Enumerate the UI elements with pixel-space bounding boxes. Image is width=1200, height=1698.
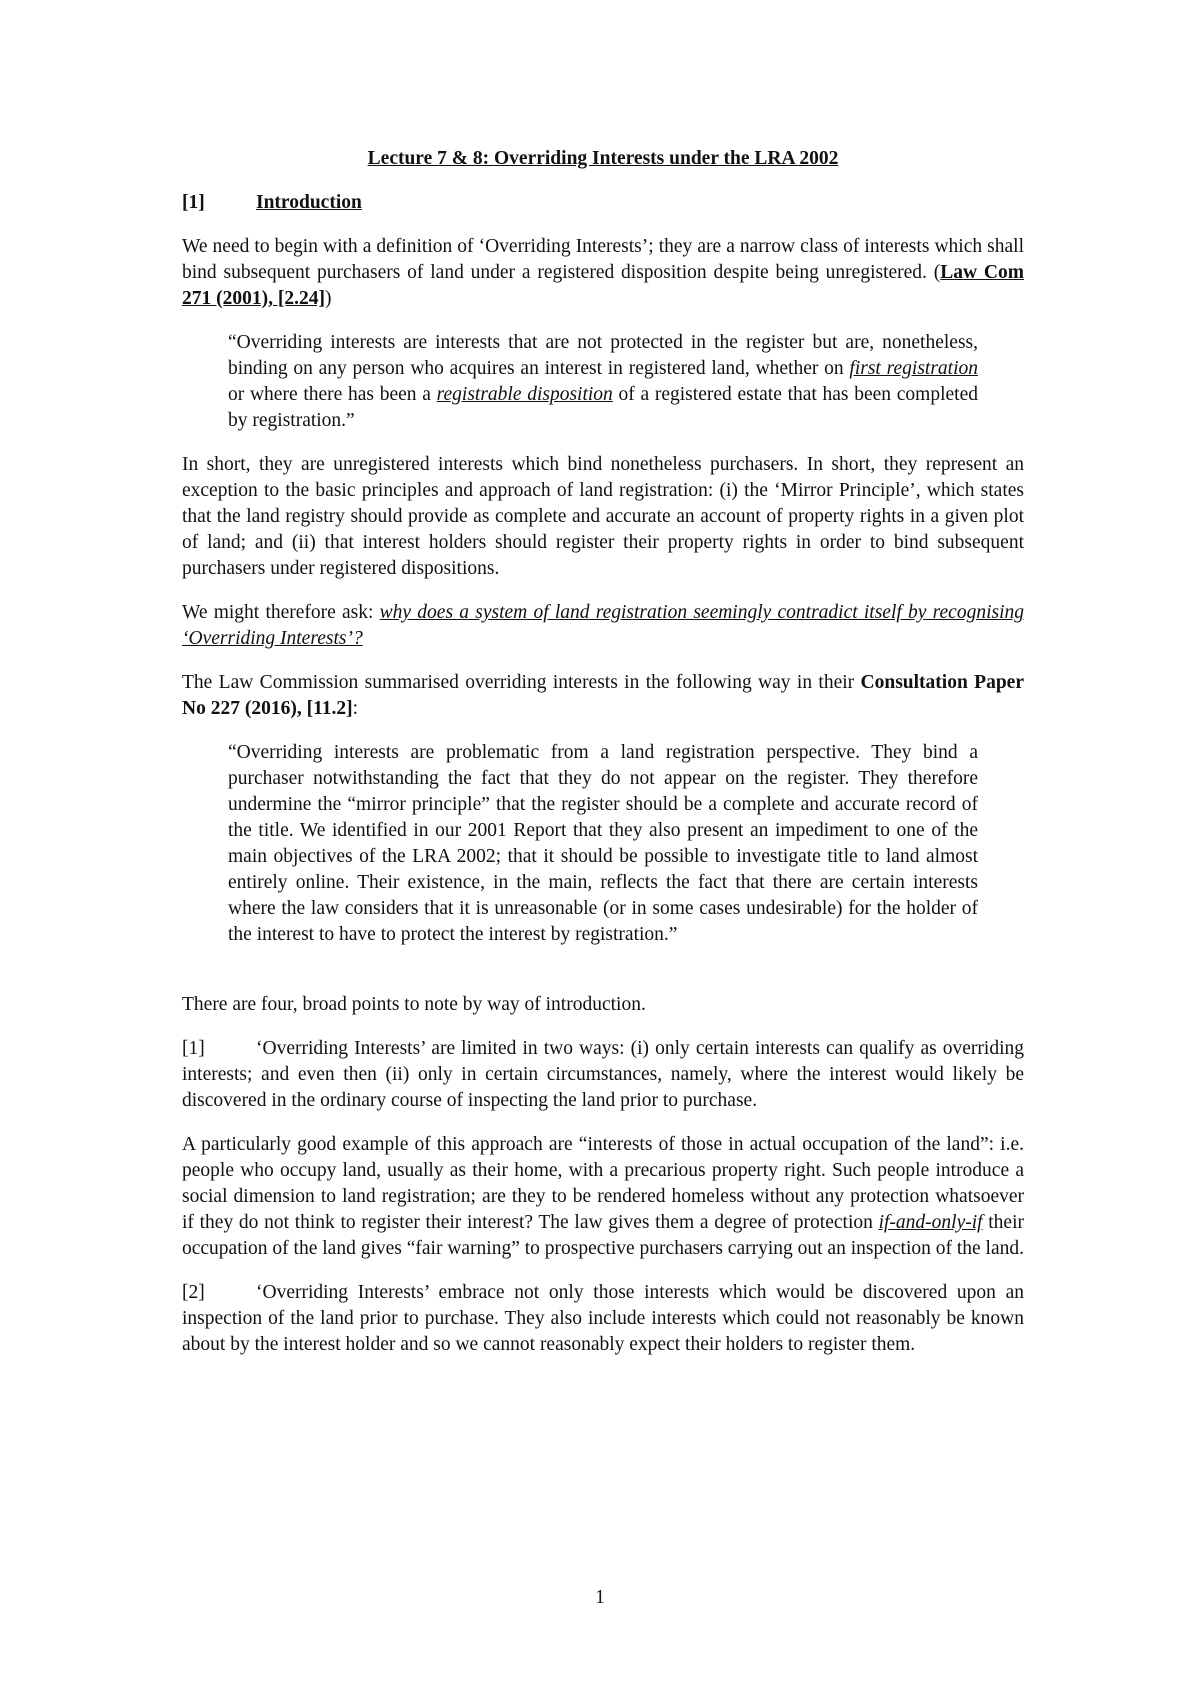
- point-2-number: [2]: [182, 1282, 205, 1303]
- point-1-paragraph: [182, 1036, 1024, 1114]
- law-com-citation: Law Com 271 (2001), [2.24]: [182, 262, 1024, 309]
- definition-paragraph: [182, 234, 1024, 312]
- question-paragraph: [182, 600, 1024, 652]
- quote1-part2: or where there has been a: [228, 384, 437, 405]
- consultation-lead: The Law Commission summarised overriding interests in the following way in their: [182, 672, 861, 693]
- occupation-part2: their occupation of the land gives “fair warning” to prospective purchasers carrying out an inspection of the land.: [182, 1212, 1025, 1259]
- definition-close: ): [324, 288, 332, 309]
- question-lead: We might therefore ask:: [182, 602, 380, 623]
- section-heading-text: Introduction: [256, 192, 362, 213]
- section-heading-introduction: [182, 190, 1024, 216]
- law-com-quote: [228, 330, 978, 434]
- occupation-emphasis: if-and-only-if: [878, 1212, 983, 1233]
- page-number: 1: [595, 1587, 605, 1608]
- mirror-principle-paragraph: In short, they are unregistered interests which bind nonetheless purchasers. In short, they represent an exception to the basic principles and approach of land registration: (i) the ‘Mirror Principle’, which states that the land registry should provide as complete and accurate an account of property rights in a given plot of land; and (ii) that interest holders should register their property rights in order to bind subsequent purchasers under registered dispositions.: [182, 454, 1024, 579]
- quote1-part1: “Overriding interests are interests that are not protected in the register but are, nonetheless, binding on any person who acquires an interest in registered land, whether on: [228, 332, 978, 379]
- quote1-emphasis-registrable-disposition: registrable disposition: [436, 384, 613, 405]
- spacer: [182, 966, 1024, 992]
- section-number: [1]: [182, 192, 205, 213]
- point-2-paragraph: [182, 1280, 1024, 1358]
- consultation-citation: Consultation Paper No 227 (2016), [11.2]: [182, 672, 1024, 719]
- question-text: why does a system of land registration seemingly contradict itself by recognising ‘Overriding Interests’?: [182, 602, 1025, 649]
- consultation-close: :: [352, 698, 359, 719]
- lecture-title: Lecture 7 & 8: Overriding Interests under the LRA 2002: [367, 148, 839, 169]
- four-points-intro: There are four, broad points to note by way of introduction.: [182, 994, 646, 1015]
- point-1-text: ‘Overriding Interests’ are limited in two ways: (i) only certain interests can qualify as overriding interests; and even then (ii) only in certain circumstances, namely, where the interest would likely be discovered in the ordinary course of inspecting the land prior to purchase.: [182, 1038, 1024, 1111]
- actual-occupation-paragraph: [182, 1132, 1024, 1262]
- consultation-quote: “Overriding interests are problematic from a land registration perspective. They bind a purchaser notwithstanding the fact that they do not appear on the register. They therefore undermine the “mirror principle” that the register should be a complete and accurate record of the title. We identified in our 2001 Report that they also present an impediment to one of the main objectives of the LRA 2002; that it should be possible to investigate title to land almost entirely online. Their existence, in the main, reflects the fact that there are certain interests where the law considers that it is unreasonable (or in some cases undesirable) for the holder of the interest to have to protect the interest by registration.”: [228, 742, 978, 945]
- quote1-emphasis-first-registration: first registration: [849, 358, 978, 379]
- consultation-paragraph: [182, 670, 1024, 722]
- occupation-part1: A particularly good example of this approach are “interests of those in actual occupation of the land”: i.e. people who occupy land, usually as their home, with a precarious property right. Such people introduce a social dimension to land registration; are they to be rendered homeless without any protection whatsoever if they do not think to register their interest? The law gives them a degree of protection: [182, 1134, 1024, 1233]
- definition-text: We need to begin with a definition of ‘Overriding Interests’; they are a narrow class of interests which shall bind subsequent purchasers of land under a registered disposition despite being unregistered. (: [182, 236, 1024, 283]
- document-body: [182, 146, 1024, 1376]
- quote1-part3: of a registered estate that has been completed by registration.”: [228, 384, 978, 431]
- point-2-text: ‘Overriding Interests’ embrace not only those interests which would be discovered upon an inspection of the land prior to purchase. They also include interests which could not reasonably be known about by the interest holder and so we cannot reasonably expect their holders to register them.: [182, 1282, 1024, 1355]
- point-1-number: [1]: [182, 1038, 205, 1059]
